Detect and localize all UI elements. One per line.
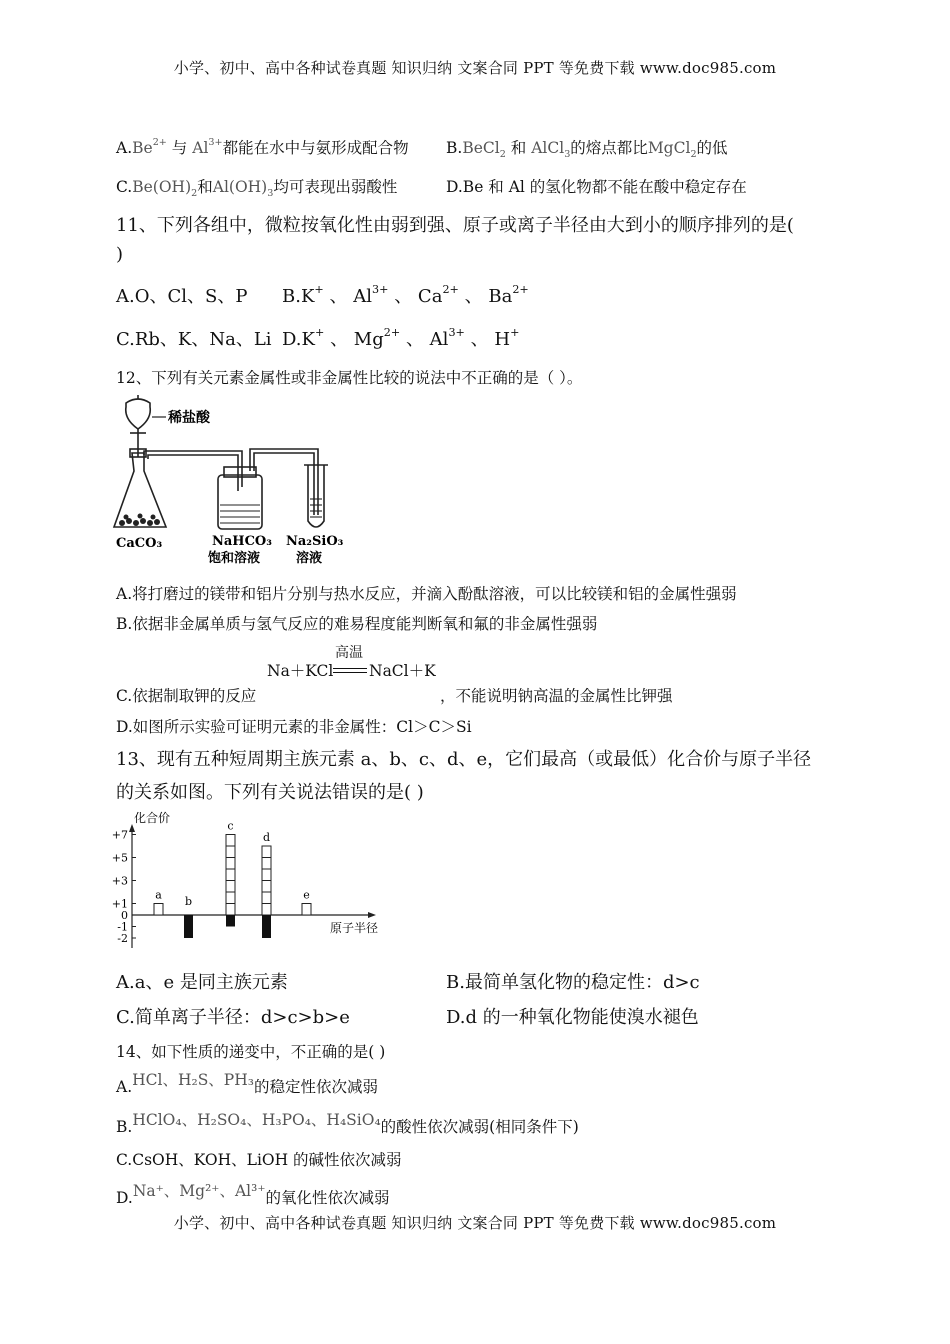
y-axis-arrow bbox=[129, 824, 135, 832]
q12-option-b: B.依据非金属单质与氢气反应的难易程度能判断氧和氟的非金属性强弱 bbox=[116, 615, 598, 633]
bar-positive-d bbox=[262, 846, 271, 858]
bar-label-a: a bbox=[155, 888, 162, 902]
flask-label: CaCO₃ bbox=[116, 536, 163, 551]
tube-label-desc: 溶液 bbox=[296, 551, 323, 566]
q13-option-d: D.d 的一种氧化物能使溴水褪色 bbox=[446, 1007, 699, 1028]
bar-positive-d bbox=[262, 858, 271, 870]
ion-be: $Be^{2+}$ bbox=[132, 136, 167, 157]
ion-al: $Al^{3+}$ bbox=[353, 283, 389, 307]
q14-option-a: A.HCl、H₂S、PH₃的稳定性依次减弱 bbox=[116, 1071, 378, 1096]
q13-option-b: B.最简单氢化物的稳定性：d>c bbox=[446, 972, 700, 993]
bar-label-e: e bbox=[303, 888, 310, 902]
bar-positive-d bbox=[262, 881, 271, 893]
ion-h: H+ bbox=[494, 326, 520, 350]
q11-stem: 11、下列各组中，微粒按氧化性由弱到强、原子或离子半径由大到小的顺序排列的是( bbox=[116, 215, 794, 236]
bottle-label-desc: 饱和溶液 bbox=[208, 551, 261, 566]
bar-positive-c bbox=[226, 892, 235, 904]
y-tick-label: +1 bbox=[112, 897, 128, 911]
bar-positive-c bbox=[226, 904, 235, 916]
q10-option-a: $A.Be^{2+}$ 与 $Al^{3+}$都能在水中与氨形成配合物 bbox=[116, 136, 409, 157]
bar-negative-b bbox=[184, 915, 193, 938]
q14-stem: 14、如下性质的递变中，不正确的是( ) bbox=[116, 1043, 386, 1061]
q13-option-a: A.a、e 是同主族元素 bbox=[116, 972, 288, 993]
bar-label-b: b bbox=[184, 895, 193, 908]
bar-positive-c bbox=[226, 858, 235, 870]
y-tick-label: +5 bbox=[112, 851, 128, 865]
tube-label-formula: Na₂SiO₃ bbox=[286, 534, 344, 549]
q10-option-c: $C.Be(OH)_2$和$Al(OH)_3$均可表现出弱酸性 bbox=[116, 178, 398, 200]
page-footer: 小学、初中、高中各种试卷真题 知识归纳 文案合同 PPT 等免费下载 www.doc985.com bbox=[173, 1214, 777, 1232]
y-tick-label: -2 bbox=[117, 932, 128, 945]
valence-chart bbox=[112, 810, 392, 952]
ion-al: $Al^{3+}$ bbox=[429, 326, 465, 350]
bar-positive-c bbox=[226, 846, 235, 858]
y-tick-label: +7 bbox=[112, 828, 128, 842]
bar-positive-d bbox=[262, 869, 271, 881]
q14-option-c: C.CsOH、KOH、LiOH 的碱性依次减弱 bbox=[116, 1151, 402, 1169]
acid-label: 稀盐酸 bbox=[168, 410, 210, 426]
page-header: 小学、初中、高中各种试卷真题 知识归纳 文案合同 PPT 等免费下载 www.doc985.com bbox=[173, 59, 777, 77]
reaction-equation: Na＋KCl 高温 NaCl＋K bbox=[267, 645, 436, 680]
q12-option-a: A.将打磨过的镁带和铝片分别与热水反应，并滴入酚酞溶液，可以比较镁和铝的金属性强弱 bbox=[116, 585, 737, 603]
bar-negative-c bbox=[226, 915, 235, 927]
q10-option-d: D.Be 和 Al 的氢化物都不能在酸中稳定存在 bbox=[446, 178, 747, 196]
q11-option-b: B.K+ 、 $Al^{3+}$ 、 $Ca^{2+}$ 、 $Ba^{2+}$ bbox=[282, 283, 529, 307]
bar-positive-d bbox=[262, 904, 271, 916]
q11-stem-end: ) bbox=[116, 244, 124, 265]
q11-option-d: D.K+ 、 $Mg^{2+}$ 、 $Al^{3+}$ 、 H+ bbox=[282, 326, 520, 350]
bar-positive-d bbox=[262, 892, 271, 904]
q12-option-c-prefix: C.依据制取钾的反应 bbox=[116, 687, 257, 705]
ion-ba: $Ba^{2+}$ bbox=[488, 283, 529, 307]
x-axis-title: 原子半径 bbox=[330, 921, 379, 935]
bar-positive-c bbox=[226, 881, 235, 893]
q12-option-c-suffix: ，不能说明钠高温的金属性比钾强 bbox=[440, 687, 673, 705]
q14-option-b: B.HClO₄、H₂SO₄、H₃PO₄、H₄SiO₄的酸性依次减弱(相同条件下) bbox=[116, 1111, 579, 1136]
q10-option-b: B.BeCl$_2$ 和 AlCl$_3$的熔点都比MgCl$_2$的低 bbox=[446, 139, 728, 161]
bar-positive-e bbox=[302, 904, 311, 916]
y-tick-label: 0 bbox=[121, 909, 128, 922]
q13-stem-line2: 的关系如图。下列有关说法错误的是( ) bbox=[116, 782, 424, 803]
q14-option-d: D.Na⁺、Mg²⁺、Al³⁺的氧化性依次减弱 bbox=[116, 1182, 390, 1207]
bar-negative-d bbox=[262, 915, 271, 938]
q11-option-a: A.O、Cl、S、P bbox=[116, 286, 248, 307]
q12-option-d: D.如图所示实验可证明元素的非金属性：Cl＞C＞Si bbox=[116, 718, 472, 736]
y-tick-label: -1 bbox=[117, 920, 128, 934]
bar-positive-a bbox=[154, 904, 163, 916]
y-axis-title: 化合价 bbox=[134, 811, 171, 825]
x-axis-arrow bbox=[368, 912, 376, 918]
ion-ca: $Ca^{2+}$ bbox=[417, 283, 459, 307]
bar-label-d: d bbox=[262, 831, 271, 844]
ion-al: $Al^{3+}$ bbox=[192, 136, 223, 157]
ion-k: K+ bbox=[301, 326, 325, 350]
q12-stem: 12、下列有关元素金属性或非金属性比较的说法中不正确的是（ ）。 bbox=[116, 369, 583, 387]
q11-option-c: C.Rb、K、Na、Li bbox=[116, 329, 272, 350]
bottle-label-formula: NaHCO₃ bbox=[212, 534, 272, 549]
bar-label-c: c bbox=[227, 819, 234, 833]
bar-positive-c bbox=[226, 835, 235, 847]
ion-k: K+ bbox=[300, 283, 324, 307]
ion-mg: $Mg^{2+}$ bbox=[353, 326, 401, 350]
apparatus-figure bbox=[112, 395, 357, 570]
y-tick-label: +3 bbox=[112, 874, 128, 888]
q13-stem-line1: 13、现有五种短周期主族元素 a、b、c、d、e，它们最高（或最低）化合价与原子半径 bbox=[116, 749, 812, 770]
bar-positive-c bbox=[226, 869, 235, 881]
q13-option-c: C.简单离子半径：d>c>b>e bbox=[116, 1007, 350, 1028]
